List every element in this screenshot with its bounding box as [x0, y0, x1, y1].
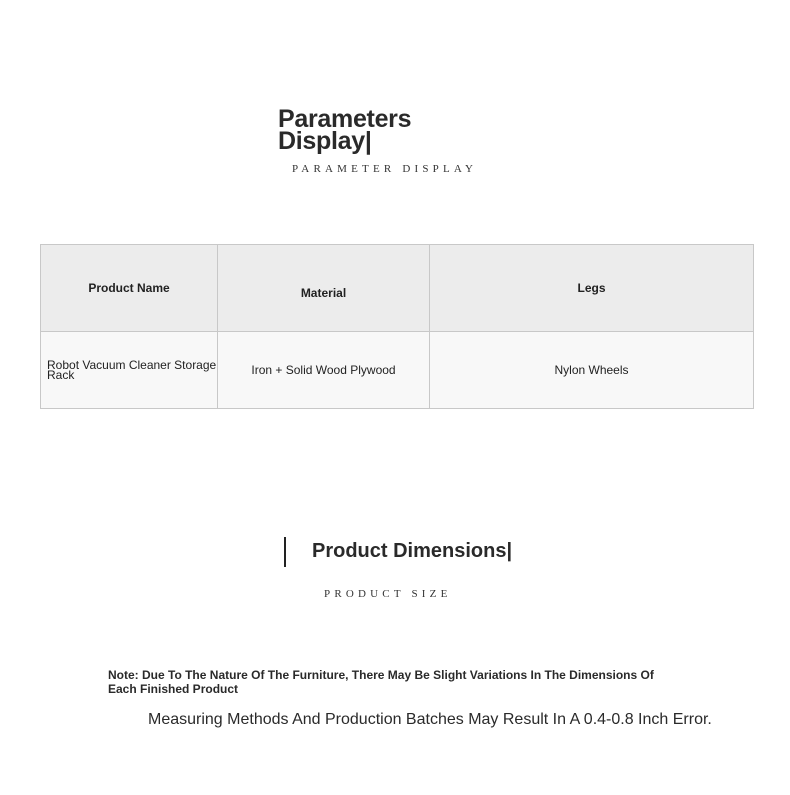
parameters-table	[40, 244, 754, 409]
cell-product-name: Robot Vacuum Cleaner Storage Rack	[41, 332, 218, 409]
parameters-title-line1: Parameters	[278, 105, 412, 133]
cell-legs: Nylon Wheels	[430, 332, 754, 409]
parameters-title	[278, 105, 514, 155]
table-header-row	[41, 245, 754, 332]
dimensions-title: Product Dimensions|	[312, 540, 513, 562]
header-legs: Legs	[430, 245, 754, 332]
header-product-name: Product Name	[41, 245, 218, 332]
measurement-note: Measuring Methods And Production Batches May Result In A 0.4-0.8 Inch Error.	[148, 711, 712, 728]
cell-material: Iron + Solid Wood Plywood	[218, 332, 430, 409]
header-material: Material	[218, 245, 430, 332]
variation-note: Note: Due To The Nature Of The Furniture, There May Be Slight Variations In The Dimensions Of Each Finished Product	[108, 668, 654, 696]
parameters-subtitle: PARAMETER DISPLAY	[292, 163, 478, 175]
parameters-title-line2: Display|	[278, 127, 372, 155]
table-row	[41, 332, 754, 409]
dimensions-divider	[284, 537, 286, 567]
dimensions-subtitle: PRODUCT SIZE	[324, 588, 452, 600]
